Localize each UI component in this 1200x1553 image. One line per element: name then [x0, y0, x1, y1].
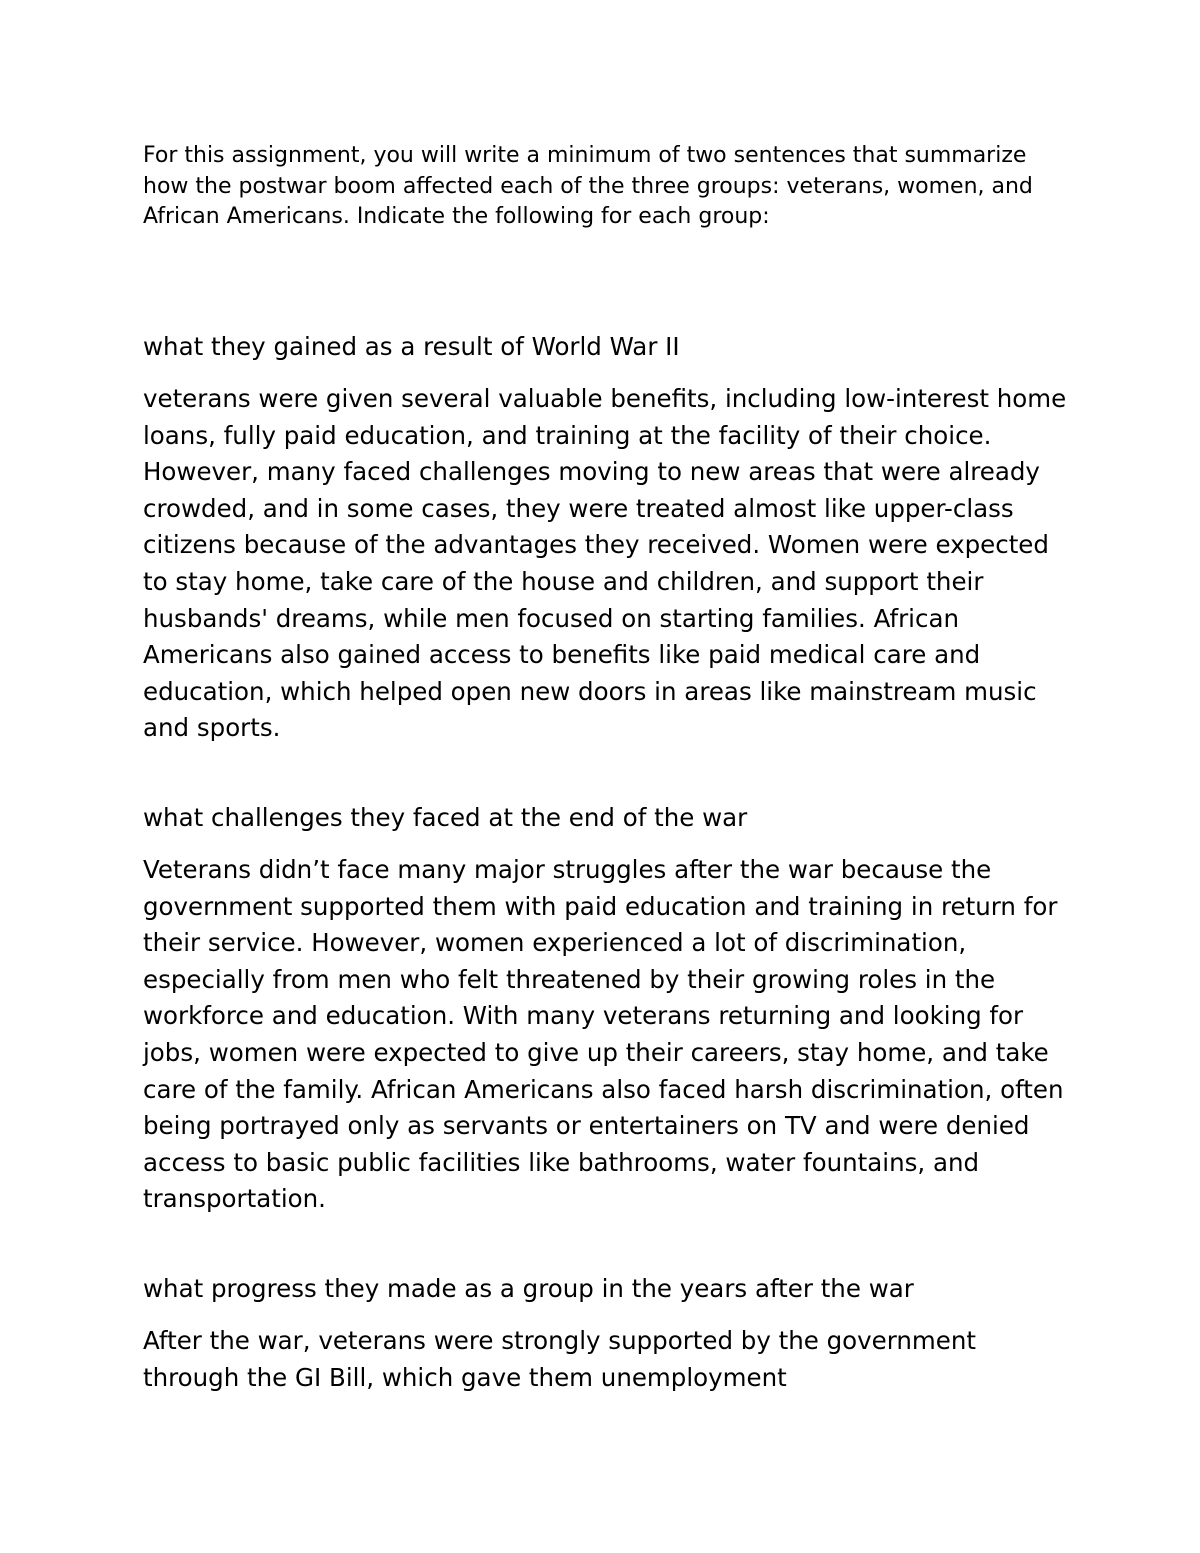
section-body-progress: After the war, veterans were strongly supported by the government through the GI Bill, which gave them unemployment [143, 1326, 976, 1392]
section-body-challenges: Veterans didn’t face many major struggles after the war because the government supported them with paid education and training in return for their service. However, women experienced a lot of discrimination, especially from men who felt threatened by their growing roles in the workforce and education. With many veterans returning and looking for jobs, women were expected to give up their careers, stay home, and take care of the family. African Americans also faced harsh discrimination, often being portrayed only as servants or entertainers on TV and were denied access to basic public facilities like bathrooms, water fountains, and transportation. [143, 855, 1064, 1214]
assignment-instructions: For this assignment, you will write a minimum of two sentences that summarize how the postwar boom affected each of the three groups: veterans, women, and African Americans. Indicate the following for each group: [143, 143, 1033, 229]
section-heading-challenges: what challenges they faced at the end of the war [143, 803, 748, 832]
section-body-gained: veterans were given several valuable benefits, including low-interest home loans, fully paid education, and training at the facility of their choice. However, many faced challenges moving to new areas that were already crowded, and in some cases, they were treated almost like upper-class citizens because of the advantages they received. Women were expected to stay home, take care of the house and children, and support their husbands' dreams, while men focused on starting families. African Americans also gained access to benefits like paid medical care and education, which helped open new doors in areas like mainstream music and sports. [143, 384, 1067, 743]
section-heading-gained: what they gained as a result of World War II [143, 332, 680, 361]
section-heading-progress: what progress they made as a group in the years after the war [143, 1274, 914, 1303]
